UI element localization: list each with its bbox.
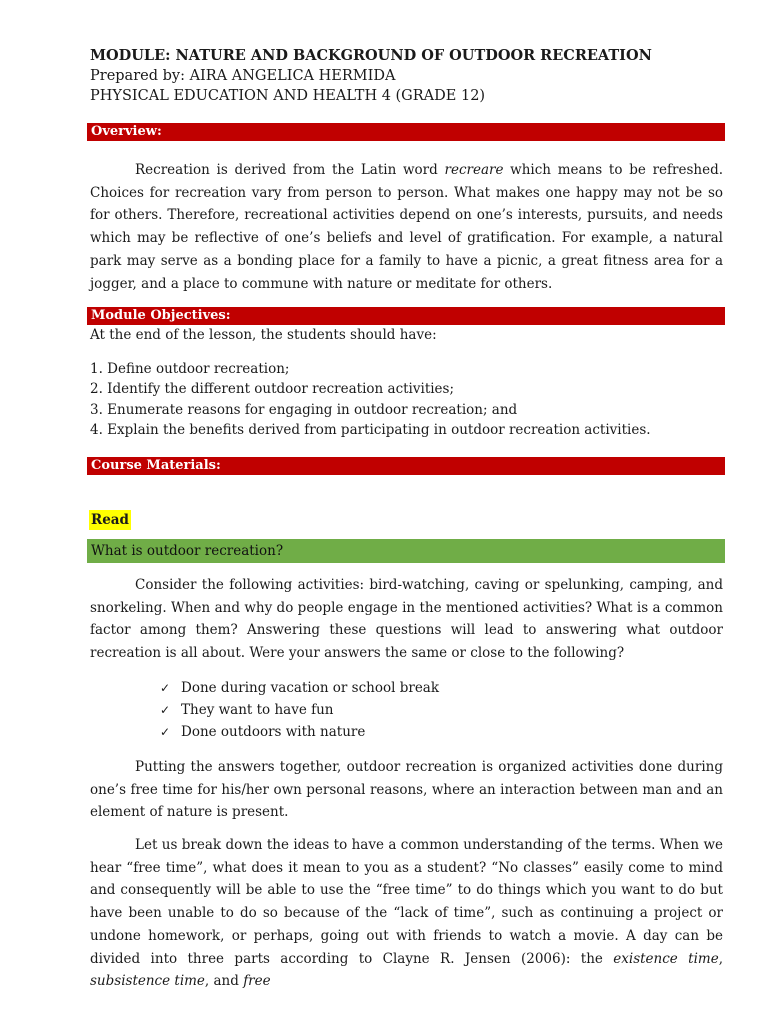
- activities-paragraph: Consider the following activities: bird-watching, caving or spelunking, camping, and snorkeling. When and why do people engage in the mentioned activities? What is a common factor among them? Answering these questions will lead to answering what outdoor recreation is all about. Were your answers the same or close to the following?: [90, 577, 723, 662]
- objective-item: 4. Explain the benefits derived from participating in outdoor recreation activities.: [90, 422, 651, 439]
- course-materials-heading: Course Materials:: [87, 457, 725, 475]
- objectives-list: [90, 359, 651, 441]
- definition-paragraph: Putting the answers together, outdoor recreation is organized activities done during one’s free time for his/her own personal reasons, where an interaction between man and an element of nature is present.: [90, 759, 723, 821]
- module-title: MODULE: NATURE AND BACKGROUND OF OUTDOOR RECREATION: [90, 47, 652, 64]
- document-header: [90, 46, 652, 106]
- check-icon: ✓: [160, 681, 171, 695]
- check-icon: ✓: [160, 703, 171, 717]
- overview-paragraph: Recreation is derived from the Latin word recreare which means to be refreshed. Choices for recreation vary from person to person. What makes one happy may not be so for others. Therefore, recreational activities depend on one’s interests, pursuits, and needs which may be reflective of one’s beliefs and level of gratification. For example, a natural park may serve as a bonding place for a family to have a picnic, a great fitness area for a jogger, and a place to commune with nature or meditate for others.: [90, 162, 723, 292]
- section-title: What is outdoor recreation?: [87, 539, 725, 563]
- check-icon: ✓: [160, 725, 171, 739]
- prepared-by: Prepared by: AIRA ANGELICA HERMIDA: [90, 68, 396, 84]
- objective-item: 1. Define outdoor recreation;: [90, 361, 290, 377]
- read-label: Read: [91, 512, 129, 528]
- objective-item: 3. Enumerate reasons for engaging in outdoor recreation; and: [90, 401, 518, 418]
- checklist-item: ✓ Done outdoors with nature: [160, 721, 439, 743]
- objective-item: 2. Identify the different outdoor recreation activities;: [90, 381, 455, 398]
- overview-heading: Overview:: [87, 123, 725, 141]
- course-name: PHYSICAL EDUCATION AND HEALTH 4 (GRADE 12): [90, 88, 486, 104]
- objectives-intro: At the end of the lesson, the students should have:: [90, 327, 437, 343]
- answers-checklist: [160, 677, 439, 743]
- checklist-item: ✓ Done during vacation or school break: [160, 677, 439, 699]
- free-time-paragraph: Let us break down the ideas to have a common understanding of the terms. When we hear “free time”, what does it mean to you as a student? “No classes” easily come to mind and consequently will be able to use the “free time” to do things which you want to do but have been unable to do so because of the “lack of time”, such as continuing a project or undone homework, or perhaps, going out with friends to watch a movie. A day can be divided into three parts according to Clayne R. Jensen (2006): the existence time, subsistence time, and free: [90, 837, 723, 990]
- objectives-heading: Module Objectives:: [87, 307, 725, 325]
- checklist-item: ✓ They want to have fun: [160, 699, 439, 721]
